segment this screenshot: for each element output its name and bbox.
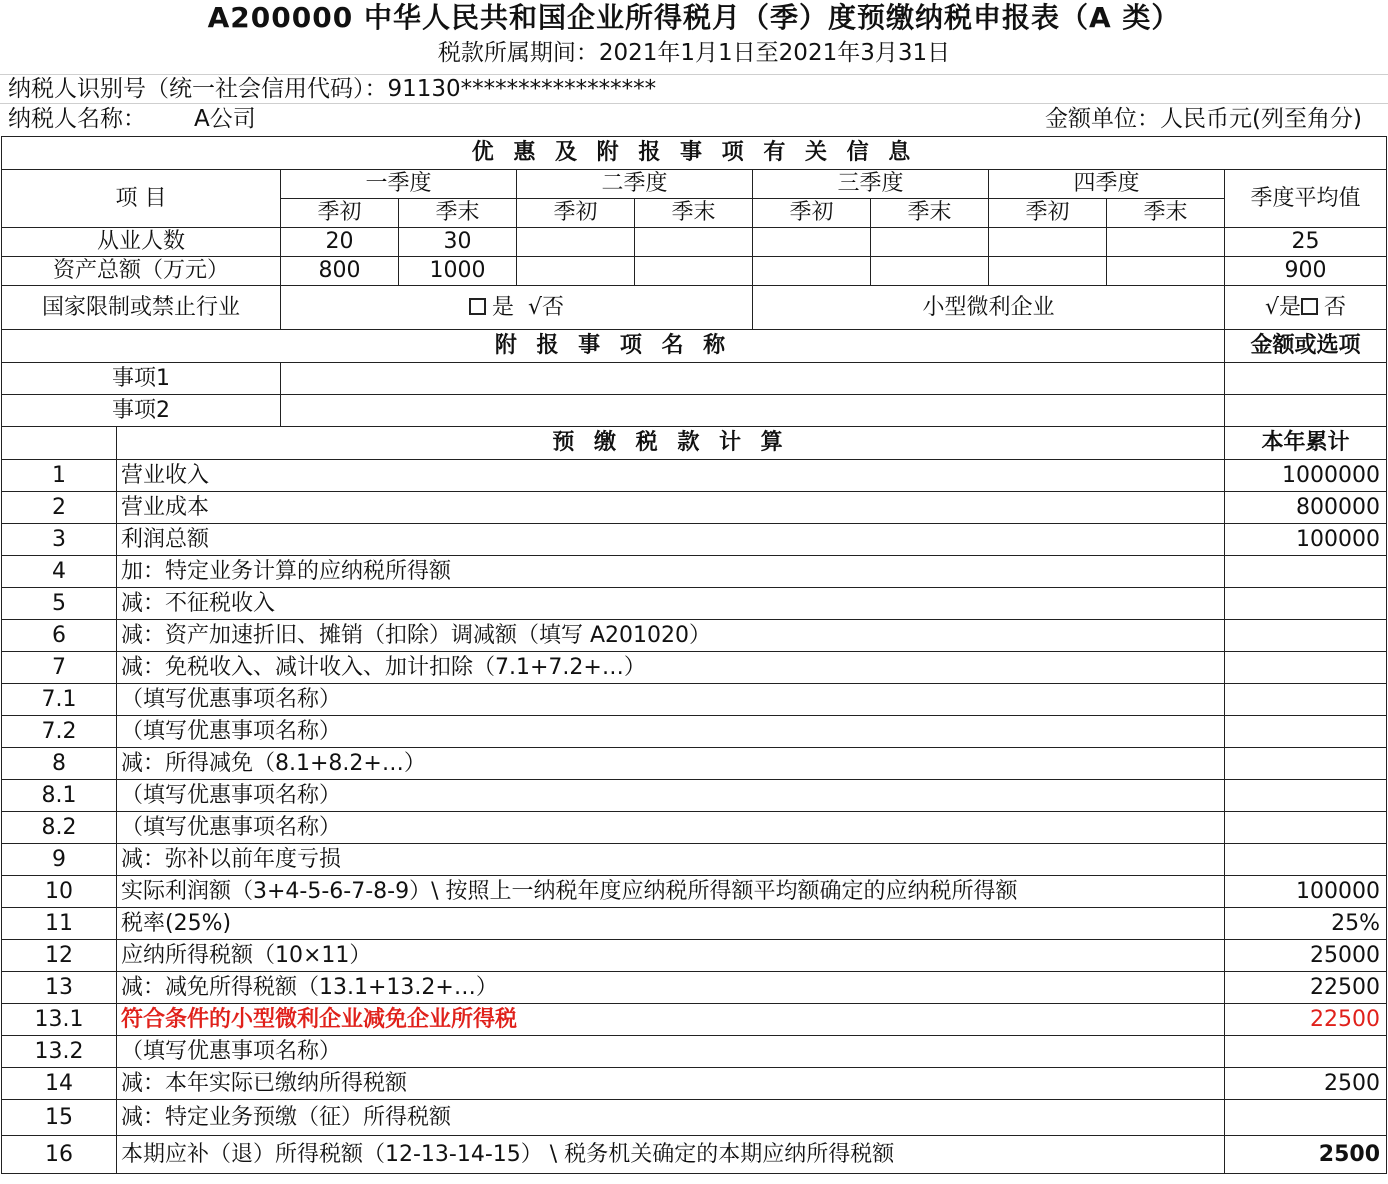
row-no: 9: [2, 844, 117, 876]
row-value[interactable]: [1225, 1100, 1387, 1136]
row-no: 11: [2, 908, 117, 940]
calc-title: 预 缴 税 款 计 算: [117, 427, 1225, 460]
calc-no-header: [2, 427, 117, 460]
row-no: 16: [2, 1136, 117, 1174]
attach-item-1-desc[interactable]: [281, 363, 1225, 395]
row-value[interactable]: [1225, 780, 1387, 812]
q3-end-header: 季末: [871, 199, 989, 228]
attach-item-2: 事项2: [2, 395, 281, 427]
tax-period: 税款所属期间：2021年1月1日至2021年3月31日: [437, 40, 951, 66]
row-label: 营业收入: [117, 460, 1225, 492]
row-value-highlight[interactable]: 22500: [1225, 1004, 1387, 1036]
row-no: 13: [2, 972, 117, 1004]
row-no: 15: [2, 1100, 117, 1136]
amount-unit: 金额单位：人民币元(列至角分): [1045, 106, 1362, 132]
row-value[interactable]: 25000: [1225, 940, 1387, 972]
assets-q4-end[interactable]: [1107, 257, 1225, 286]
q3-start-header: 季初: [753, 199, 871, 228]
q1-end-header: 季末: [399, 199, 517, 228]
row-label-highlight: 符合条件的小型微利企业减免企业所得税: [117, 1004, 1225, 1036]
row-no: 12: [2, 940, 117, 972]
row-no: 4: [2, 556, 117, 588]
small-no: 否: [1324, 294, 1347, 320]
checkbox-unchecked-icon[interactable]: [1301, 298, 1318, 315]
row-label: （填写优惠事项名称）: [117, 812, 1225, 844]
row-no: 3: [2, 524, 117, 556]
employees-q1-end[interactable]: 30: [399, 228, 517, 257]
small-enterprise-label: 小型微利企业: [753, 286, 1225, 330]
assets-q3-start[interactable]: [753, 257, 871, 286]
row-label: （填写优惠事项名称）: [117, 716, 1225, 748]
row-label: 减：本年实际已缴纳所得税额: [117, 1068, 1225, 1100]
assets-q1-start[interactable]: 800: [281, 257, 399, 286]
attach-item-1-value[interactable]: [1225, 363, 1387, 395]
employees-avg[interactable]: 25: [1225, 228, 1387, 257]
assets-label: 资产总额（万元）: [2, 257, 281, 286]
row-no: 8.2: [2, 812, 117, 844]
row-value[interactable]: [1225, 1036, 1387, 1068]
employees-q2-end[interactable]: [635, 228, 753, 257]
row-value[interactable]: [1225, 748, 1387, 780]
restricted-industry-options[interactable]: [281, 286, 753, 330]
q2-header: 二季度: [517, 170, 753, 199]
row-label: 利润总额: [117, 524, 1225, 556]
attach-item-2-desc[interactable]: [281, 395, 1225, 427]
row-label: 加：特定业务计算的应纳税所得额: [117, 556, 1225, 588]
row-no: 7.1: [2, 684, 117, 716]
row-value[interactable]: 1000000: [1225, 460, 1387, 492]
item-header: 项 目: [2, 170, 281, 228]
row-no: 7.2: [2, 716, 117, 748]
row-value[interactable]: 100000: [1225, 876, 1387, 908]
row-value[interactable]: 800000: [1225, 492, 1387, 524]
employees-q3-start[interactable]: [753, 228, 871, 257]
row-value[interactable]: [1225, 716, 1387, 748]
row-label: 减：免税收入、减计收入、加计扣除（7.1+7.2+…）: [117, 652, 1225, 684]
avg-header: 季度平均值: [1225, 170, 1387, 228]
row-value[interactable]: 22500: [1225, 972, 1387, 1004]
employees-label: 从业人数: [2, 228, 281, 257]
checkbox-unchecked-icon[interactable]: [469, 298, 486, 315]
restricted-no-checked: √否: [527, 294, 565, 320]
q4-header: 四季度: [989, 170, 1225, 199]
taxpayer-name-line: [0, 106, 1388, 136]
restricted-industry-label: 国家限制或禁止行业: [2, 286, 281, 330]
row-value[interactable]: [1225, 556, 1387, 588]
q2-end-header: 季末: [635, 199, 753, 228]
employees-q3-end[interactable]: [871, 228, 989, 257]
q2-start-header: 季初: [517, 199, 635, 228]
small-yes-checked: √是: [1264, 294, 1302, 320]
tax-form-table: [1, 136, 1387, 1174]
form-title: A200000 中华人民共和国企业所得税月（季）度预缴纳税申报表（A 类）: [207, 1, 1181, 34]
row-no: 7: [2, 652, 117, 684]
row-no: 8: [2, 748, 117, 780]
q3-header: 三季度: [753, 170, 989, 199]
row-value[interactable]: [1225, 844, 1387, 876]
row-value[interactable]: 2500: [1225, 1068, 1387, 1100]
row-no: 2: [2, 492, 117, 524]
employees-q1-start[interactable]: 20: [281, 228, 399, 257]
row-no: 5: [2, 588, 117, 620]
row-value[interactable]: [1225, 588, 1387, 620]
row-value[interactable]: 25%: [1225, 908, 1387, 940]
assets-q2-start[interactable]: [517, 257, 635, 286]
row-label: 应纳所得税额（10×11）: [117, 940, 1225, 972]
q1-start-header: 季初: [281, 199, 399, 228]
pref-section-title: 优 惠 及 附 报 事 项 有 关 信 息: [2, 137, 1387, 170]
employees-q4-start[interactable]: [989, 228, 1107, 257]
row-label: （填写优惠事项名称）: [117, 1036, 1225, 1068]
row-no: 6: [2, 620, 117, 652]
row-no: 1: [2, 460, 117, 492]
row-label: 实际利润额（3+4-5-6-7-8-9）\ 按照上一纳税年度应纳税所得额平均额确定的应纳税所得额: [117, 876, 1225, 908]
row-no: 14: [2, 1068, 117, 1100]
row-label: 营业成本: [117, 492, 1225, 524]
assets-q2-end[interactable]: [635, 257, 753, 286]
assets-avg[interactable]: 900: [1225, 257, 1387, 286]
row-no: 13.1: [2, 1004, 117, 1036]
employees-q4-end[interactable]: [1107, 228, 1225, 257]
row-value[interactable]: [1225, 652, 1387, 684]
attach-item-2-value[interactable]: [1225, 395, 1387, 427]
taxpayer-id: 纳税人识别号（统一社会信用代码）：91130*****************: [0, 74, 1388, 104]
taxpayer-name-label: 纳税人名称：: [8, 106, 146, 132]
attach-item-1: 事项1: [2, 363, 281, 395]
q4-start-header: 季初: [989, 199, 1107, 228]
row-label: 减：减免所得税额（13.1+13.2+…）: [117, 972, 1225, 1004]
row-label: （填写优惠事项名称）: [117, 780, 1225, 812]
assets-q4-start[interactable]: [989, 257, 1107, 286]
restricted-yes: 是: [491, 294, 514, 320]
row-no: 10: [2, 876, 117, 908]
row-label: 税率(25%): [117, 908, 1225, 940]
attach-value-header: 金额或选项: [1225, 330, 1387, 363]
row-label: 减：资产加速折旧、摊销（扣除）调减额（填写 A201020）: [117, 620, 1225, 652]
assets-q1-end[interactable]: 1000: [399, 257, 517, 286]
row-value[interactable]: 100000: [1225, 524, 1387, 556]
small-enterprise-options[interactable]: [1225, 286, 1387, 330]
row-label: 减：弥补以前年度亏损: [117, 844, 1225, 876]
row-no: 13.2: [2, 1036, 117, 1068]
row-value[interactable]: [1225, 620, 1387, 652]
assets-q3-end[interactable]: [871, 257, 989, 286]
q4-end-header: 季末: [1107, 199, 1225, 228]
row-value[interactable]: [1225, 684, 1387, 716]
taxpayer-name: A公司: [194, 106, 256, 132]
row-label: 减：所得减免（8.1+8.2+…）: [117, 748, 1225, 780]
q1-header: 一季度: [281, 170, 517, 199]
calc-total-header: 本年累计: [1225, 427, 1387, 460]
employees-q2-start[interactable]: [517, 228, 635, 257]
row-no: 8.1: [2, 780, 117, 812]
row-value-total[interactable]: 2500: [1225, 1136, 1387, 1174]
row-value[interactable]: [1225, 812, 1387, 844]
row-label: 减：不征税收入: [117, 588, 1225, 620]
row-label: 本期应补（退）所得税额（12-13-14-15） \ 税务机关确定的本期应纳所得税额: [117, 1136, 1225, 1174]
row-label: （填写优惠事项名称）: [117, 684, 1225, 716]
attach-title: 附 报 事 项 名 称: [2, 330, 1225, 363]
row-label: 减：特定业务预缴（征）所得税额: [117, 1100, 1225, 1136]
